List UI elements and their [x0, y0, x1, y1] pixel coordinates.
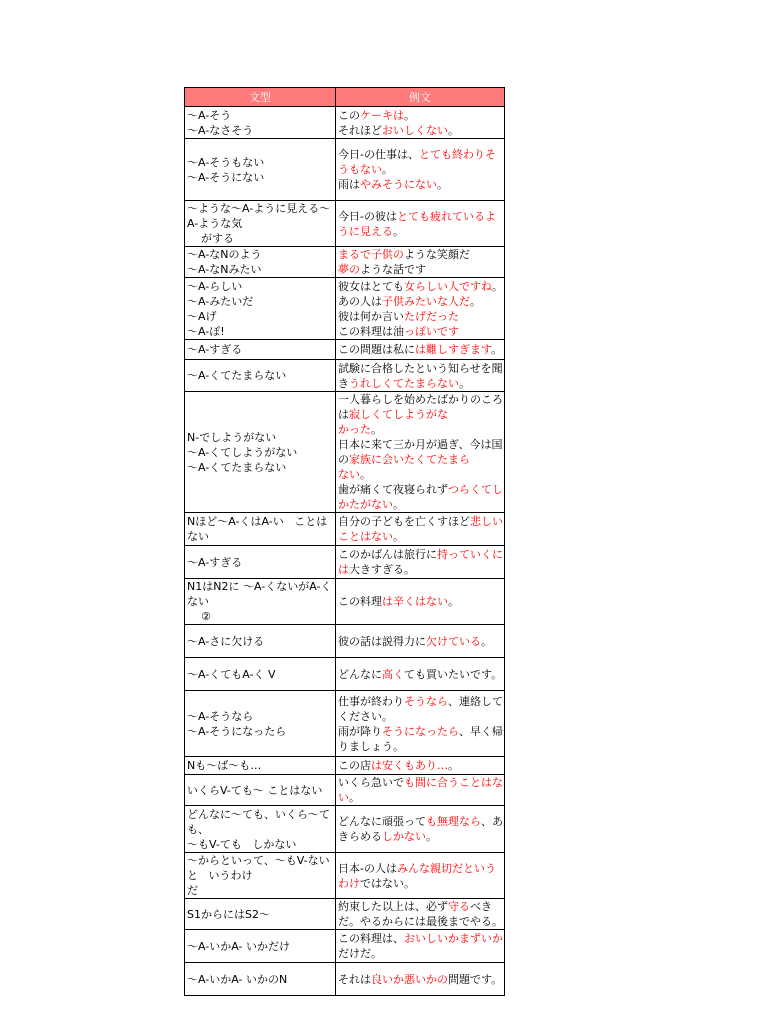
example-text: 日本-の人は: [338, 861, 397, 875]
grammar-pattern-cell: 〜A-そうなら 〜A-そうになったら: [185, 691, 336, 757]
example-text: それほど: [338, 123, 382, 137]
example-text: 彼女はとても: [338, 279, 404, 293]
example-text: だけだ。: [338, 947, 382, 960]
example-text: ても買いたいです。: [404, 667, 503, 681]
example-text: この料理は油: [338, 324, 404, 338]
grammar-pattern-cell: 〜A-そうもない 〜A-そうにない: [185, 139, 336, 201]
highlighted-text: まるで子供の: [338, 248, 404, 261]
grammar-pattern-cell: 〜A-すぎる: [185, 340, 336, 360]
table-body: [185, 107, 505, 996]
example-text: 。: [459, 376, 470, 390]
example-text: 。: [437, 178, 448, 191]
highlighted-text: 高く: [382, 667, 404, 681]
example-text: 試験に合格したという知らせを聞き: [338, 361, 503, 390]
table-row: [185, 853, 505, 899]
header-example: 例文: [336, 88, 505, 107]
example-text: 仕事が終わり: [338, 694, 404, 708]
grammar-pattern-cell: 〜A-いかA- いかのN: [185, 963, 336, 996]
example-text: 雨が降り: [338, 724, 382, 738]
example-text: この料理は、: [338, 932, 404, 945]
highlighted-text: うれしくてたまらない: [349, 376, 459, 390]
grammar-pattern-cell: 〜A-らしい 〜A-みたいだ 〜Aげ 〜A-ぽ!: [185, 278, 336, 340]
example-sentence-cell: [336, 853, 505, 899]
example-text: 。: [349, 791, 360, 804]
example-text: ではない。: [360, 876, 415, 890]
example-text: 彼の話は説得力に: [338, 634, 426, 648]
example-sentence-cell: [336, 899, 505, 930]
highlighted-text: 夢の: [338, 263, 360, 276]
table-row: [185, 757, 505, 775]
highlighted-text: 良いか悪いかの: [371, 972, 448, 986]
example-sentence-cell: [336, 340, 505, 360]
grammar-pattern-cell: いくらV-ても〜 ことはない: [185, 775, 336, 806]
example-text: 、連絡してください。: [338, 694, 503, 723]
grammar-pattern-cell: S1からにはS2〜: [185, 899, 336, 930]
example-text: 問題です。: [448, 972, 503, 986]
example-sentence-cell: [336, 625, 505, 658]
example-text: 。: [481, 634, 492, 648]
highlighted-text: 女らしい人ですね: [404, 279, 492, 293]
highlighted-text: つらくてしかたがない: [338, 483, 503, 511]
example-text: この問題は私に: [338, 343, 415, 356]
example-text: ような笑顔だ: [403, 248, 470, 261]
example-text: 、早く帰りましょう。: [338, 724, 503, 753]
example-text: ような話です: [360, 263, 426, 276]
table-row: [185, 247, 505, 278]
grammar-pattern-cell: 〜A-なNのよう 〜A-なNみたい: [185, 247, 336, 278]
example-text: 。: [382, 163, 393, 176]
example-sentence-cell: [336, 658, 505, 691]
example-text: いくら急いで: [338, 776, 404, 789]
example-text: 。: [404, 108, 415, 122]
example-text: この店: [338, 759, 371, 772]
example-text: 。: [492, 279, 503, 293]
highlighted-text: は: [382, 595, 393, 608]
example-text: 今日-の彼は: [338, 209, 397, 223]
example-text: 自分の子どもを亡くすほど: [338, 515, 470, 528]
table-row: [185, 340, 505, 360]
table-row: [185, 963, 505, 996]
header-pattern: 文型: [185, 88, 336, 107]
example-text: 。: [470, 294, 481, 308]
table-row: [185, 806, 505, 853]
example-text: どんなに: [338, 667, 382, 681]
table-row: [185, 513, 505, 546]
example-text: どんなに頑張って: [338, 815, 426, 828]
example-text: 今日-の仕事は、: [338, 148, 419, 161]
example-sentence-cell: [336, 201, 505, 247]
example-text: 雨は: [338, 178, 360, 191]
example-sentence-cell: [336, 360, 505, 392]
example-sentence-cell: [336, 392, 505, 513]
example-text: 。: [426, 830, 437, 843]
example-text: 大きすぎる。: [349, 563, 415, 576]
highlighted-text: 欠けている: [426, 634, 481, 648]
grammar-pattern-cell: Nほど〜A-くはA-い ことはない: [185, 513, 336, 546]
grammar-pattern-cell: 〜A-さに欠ける: [185, 625, 336, 658]
example-text: 日本に来て三か月が過ぎ、今は国の: [338, 438, 503, 466]
example-sentence-cell: [336, 247, 505, 278]
example-text: 。: [393, 530, 404, 543]
table-row: [185, 546, 505, 579]
highlighted-text: とても終わりそうもない: [338, 148, 496, 176]
table-row: [185, 139, 505, 201]
grammar-pattern-cell: 〜A-くてもA-く V: [185, 658, 336, 691]
example-text: それは: [338, 972, 371, 986]
highlighted-text: も間に合うことはない: [338, 776, 503, 804]
grammar-pattern-cell: 〜A-すぎる: [185, 546, 336, 579]
example-text: べきだ。やるからには最後までやる。: [338, 900, 503, 928]
example-sentence-cell: [336, 546, 505, 579]
example-sentence-cell: [336, 757, 505, 775]
example-sentence-cell: [336, 963, 505, 996]
table-row: [185, 278, 505, 340]
example-text: 。: [393, 224, 404, 238]
example-text: 彼は何か言い: [338, 309, 404, 323]
table-header-row: [185, 88, 505, 107]
highlighted-text: っぽいです: [404, 324, 459, 338]
highlighted-text: は難しすぎます: [415, 343, 492, 356]
table-row: [185, 392, 505, 513]
table-row: [185, 658, 505, 691]
highlighted-text: も無理なら: [426, 815, 481, 828]
example-text: 、あきらめる: [338, 815, 503, 843]
example-text: 。: [360, 468, 371, 481]
highlighted-text: おいしいかまずいか: [404, 932, 503, 945]
highlighted-text: 辛くはない: [393, 595, 448, 608]
grammar-pattern-cell: N-でしようがない 〜A-くてしようがない 〜A-くてたまらない: [185, 392, 336, 513]
example-text: 。: [371, 423, 382, 436]
grammar-pattern-cell: 〜A-くてたまらない: [185, 360, 336, 392]
highlighted-text: ケーキは: [360, 108, 404, 122]
table-row: [185, 579, 505, 625]
example-sentence-cell: [336, 278, 505, 340]
grammar-pattern-cell: 〜A-いかA- いかだけ: [185, 930, 336, 963]
highlighted-text: 悲しいことはない: [338, 515, 503, 543]
highlighted-text: そうなら: [404, 694, 448, 708]
example-sentence-cell: [336, 775, 505, 806]
example-text: 約束した以上は、必ず: [338, 900, 448, 913]
highlighted-text: ない: [338, 468, 360, 481]
highlighted-text: とても疲れているように見える: [338, 209, 496, 238]
example-text: 。: [393, 498, 404, 511]
grammar-pattern-cell: Nも〜ば〜も…: [185, 757, 336, 775]
highlighted-text: やみそうにない: [360, 178, 437, 191]
grammar-pattern-cell: 〜A-そう 〜A-なさそう: [185, 107, 336, 139]
highlighted-text: 寂しくてしようがな: [349, 408, 448, 421]
example-text: 。: [448, 759, 459, 772]
example-sentence-cell: [336, 806, 505, 853]
table-row: [185, 899, 505, 930]
grammar-pattern-cell: N1はN2に 〜A-くないがA-くない ②: [185, 579, 336, 625]
example-text: 歯が痛くて夜寝られず: [338, 483, 448, 496]
highlighted-text: かった: [338, 423, 371, 436]
grammar-pattern-cell: 〜ような〜A-ように見える〜A-ような気 がする: [185, 201, 336, 247]
example-text: 。: [448, 123, 459, 137]
grammar-table: [184, 87, 505, 996]
table-row: [185, 201, 505, 247]
example-text: 。: [448, 595, 459, 608]
table-row: [185, 691, 505, 757]
highlighted-text: 守る: [448, 900, 470, 913]
table-row: [185, 625, 505, 658]
highlighted-text: おいしくない: [382, 123, 448, 137]
highlighted-text: しかない: [382, 830, 426, 843]
table-row: [185, 775, 505, 806]
highlighted-text: 持っていくには: [338, 548, 503, 576]
example-sentence-cell: [336, 930, 505, 963]
highlighted-text: は: [371, 759, 382, 772]
example-text: あの人は: [338, 294, 382, 308]
example-sentence-cell: [336, 691, 505, 757]
example-sentence-cell: [336, 107, 505, 139]
example-sentence-cell: [336, 579, 505, 625]
grammar-pattern-cell: どんなに〜ても、いくら〜ても、 〜もV-ても しかない: [185, 806, 336, 853]
grammar-pattern-cell: 〜からといって、〜もV-ないと いうわけ だ: [185, 853, 336, 899]
highlighted-text: そうになったら: [382, 724, 459, 738]
example-sentence-cell: [336, 139, 505, 201]
highlighted-text: 子供みたいな人だ: [382, 294, 470, 308]
example-sentence-cell: [336, 513, 505, 546]
highlighted-text: 安くもあり…: [382, 759, 448, 772]
highlighted-text: みんな親切だというわけ: [338, 861, 496, 890]
table-row: [185, 107, 505, 139]
example-text: 。: [491, 343, 503, 356]
table-row: [185, 930, 505, 963]
example-text: このかばんは旅行に: [338, 548, 437, 561]
example-text: 一人暮らしを始めたばかりのころは: [338, 393, 503, 421]
table-row: [185, 360, 505, 392]
highlighted-text: 家族に会いたくてたまら: [349, 453, 470, 466]
example-text: この料理: [338, 595, 382, 608]
example-text: この: [338, 108, 360, 122]
highlighted-text: たげだった: [404, 309, 459, 323]
